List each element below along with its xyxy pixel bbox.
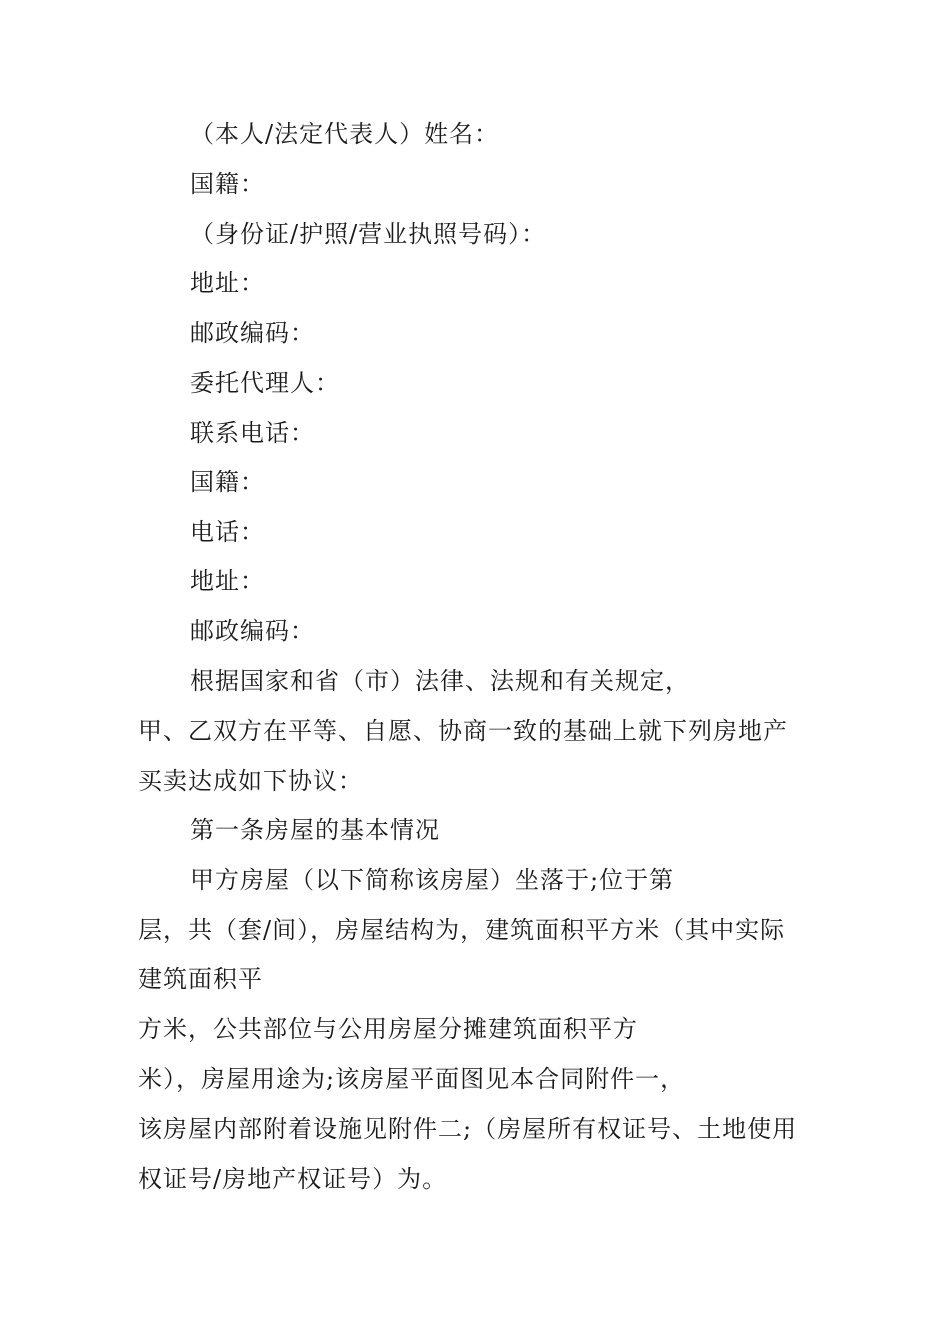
nationality-label-2: 国籍：: [190, 468, 265, 496]
paragraph-line: 建筑面积平: [138, 965, 263, 993]
paragraph-line: 买卖达成如下协议：: [138, 767, 363, 795]
paragraph-line: 根据国家和省（市）法律、法规和有关规定，: [190, 667, 690, 695]
postal-code-label: 邮政编码：: [190, 319, 315, 347]
paragraph-line: 该房屋内部附着设施见附件二;（房屋所有权证号、土地使用: [138, 1115, 798, 1143]
paragraph-line: 甲方房屋（以下简称该房屋）坐落于;位于第: [190, 866, 675, 894]
paragraph-line: 权证号/房地产权证号）为。: [138, 1165, 448, 1193]
nationality-label: 国籍：: [190, 170, 265, 198]
agent-label: 委托代理人：: [190, 369, 340, 397]
address-label: 地址：: [190, 269, 265, 297]
paragraph-line: 米），房屋用途为;该房屋平面图见本合同附件一，: [138, 1065, 686, 1093]
contact-phone-label: 联系电话：: [190, 419, 315, 447]
address-label-2: 地址：: [190, 567, 265, 595]
paragraph-line: 层，共（套/间），房屋结构为，建筑面积平方米（其中实际: [138, 916, 786, 944]
applicant-name-label: （本人/法定代表人）姓名：: [190, 120, 500, 148]
paragraph-line: 甲、乙双方在平等、自愿、协商一致的基础上就下列房地产: [138, 717, 788, 745]
phone-label: 电话：: [190, 518, 265, 546]
id-number-label: （身份证/护照/营业执照号码）：: [190, 220, 547, 248]
paragraph-line: 方米，公共部位与公用房屋分摊建筑面积平方: [138, 1015, 638, 1043]
postal-code-label-2: 邮政编码：: [190, 617, 315, 645]
section-heading: 第一条房屋的基本情况: [190, 816, 440, 844]
